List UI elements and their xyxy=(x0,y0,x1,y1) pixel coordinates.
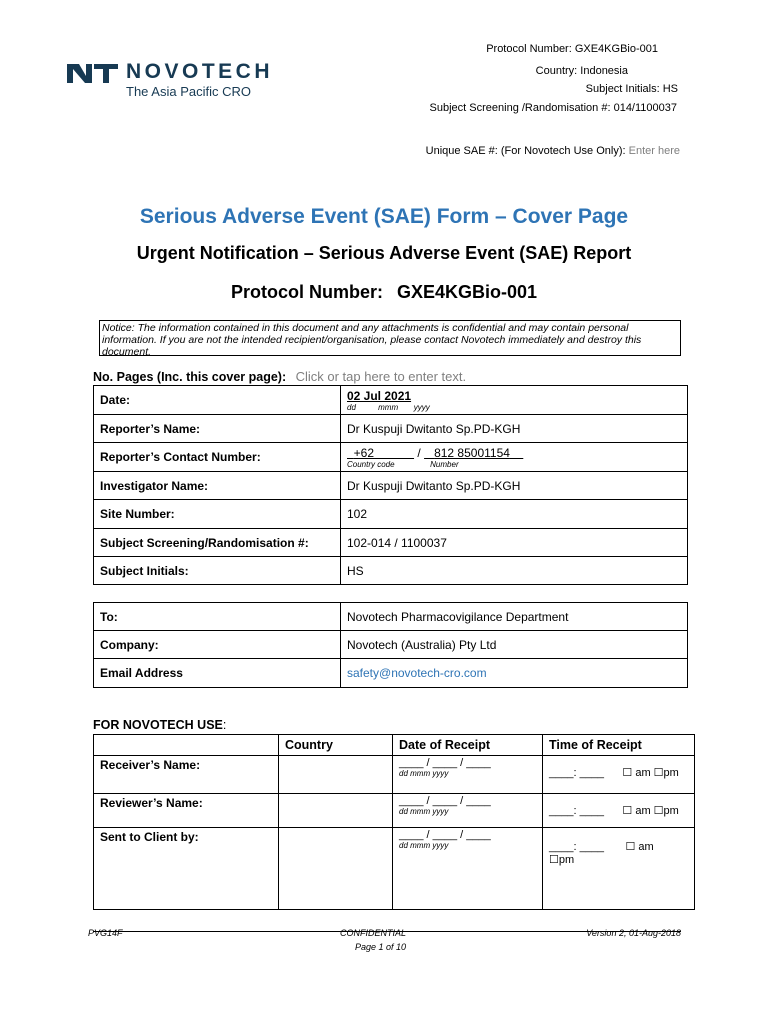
col-date: Date of Receipt xyxy=(393,735,543,756)
reviewer-label: Reviewer’s Name: xyxy=(94,794,279,828)
table-row xyxy=(94,500,688,529)
novotech-logo-mark-icon xyxy=(66,60,120,84)
unique-sae-line xyxy=(426,145,680,157)
pages-label: No. Pages (Inc. this cover page): xyxy=(93,370,287,384)
sent-time[interactable]: ____: ____ ☐ am ☐pm xyxy=(543,828,695,910)
pages-line xyxy=(93,369,466,384)
form-title: Serious Adverse Event (SAE) Form – Cover Page xyxy=(139,205,629,228)
table-row xyxy=(94,631,688,659)
investigator-label: Investigator Name: xyxy=(94,472,341,500)
company-value: Novotech (Australia) Pty Ltd xyxy=(341,631,688,659)
subject-initials-label: Subject Initials: xyxy=(94,557,341,585)
logo-wordmark: NOVOTECH xyxy=(126,60,274,83)
col-blank xyxy=(94,735,279,756)
to-value: Novotech Pharmacovigilance Department xyxy=(341,603,688,631)
table-header-row xyxy=(94,735,695,756)
recipient-table xyxy=(93,602,688,688)
table-row xyxy=(94,472,688,500)
col-time: Time of Receipt xyxy=(543,735,695,756)
reporter-table xyxy=(93,385,688,585)
table-row xyxy=(94,386,688,415)
sent-date[interactable]: ____ / ____ / ____ dd mmm yyyy xyxy=(393,828,543,910)
investigator-value[interactable]: Dr Kuspuji Dwitanto Sp.PD-KGH xyxy=(341,472,688,500)
header-screening: Subject Screening /Randomisation #: 014/1100037 xyxy=(429,102,677,114)
form-subtitle: Urgent Notification – Serious Adverse Event (SAE) Report xyxy=(136,243,632,263)
reviewer-time[interactable]: ____: ____ ☐ am ☐pm xyxy=(543,794,695,828)
site-number-label: Site Number: xyxy=(94,500,341,529)
receiver-date[interactable]: ____ / ____ / ____ dd mmm yyyy xyxy=(393,756,543,794)
reviewer-country[interactable] xyxy=(279,794,393,828)
screening-value[interactable]: 102-014 / 1100037 xyxy=(341,529,688,557)
contact-number-cell: +62 / 812 85001154 Country code Number xyxy=(341,443,688,472)
table-row xyxy=(94,659,688,688)
table-row xyxy=(94,415,688,443)
unique-sae-input[interactable]: Enter here xyxy=(628,145,680,157)
table-row xyxy=(94,529,688,557)
sent-country[interactable] xyxy=(279,828,393,910)
header-initials: Subject Initials: HS xyxy=(585,83,678,95)
footer-code: PVG14F xyxy=(88,928,123,938)
contact-number-label: Reporter’s Contact Number: xyxy=(94,443,341,472)
table-row xyxy=(94,603,688,631)
contact-sub-labels: Country code Number xyxy=(347,459,459,469)
receiver-country[interactable] xyxy=(279,756,393,794)
date-value[interactable]: 02 Jul 2021 xyxy=(347,388,412,403)
table-row xyxy=(94,794,695,828)
novotech-use-heading: FOR NOVOTECH USE: xyxy=(93,718,227,732)
col-country: Country xyxy=(279,735,393,756)
contact-country-code[interactable]: +62 xyxy=(353,445,375,460)
footer-version: Version 2, 01-Aug-2018 xyxy=(586,928,681,938)
protocol-heading-label: Protocol Number: xyxy=(230,282,383,302)
table-row xyxy=(94,828,695,910)
receiver-label: Receiver’s Name: xyxy=(94,756,279,794)
contact-number-value[interactable]: 812 85001154 xyxy=(434,445,510,460)
header-protocol: Protocol Number: GXE4KGBio-001 xyxy=(486,43,658,55)
protocol-heading-value: GXE4KGBio-001 xyxy=(396,282,538,302)
table-row xyxy=(94,443,688,472)
unique-sae-label: Unique SAE #: (For Novotech Use Only): xyxy=(425,145,626,157)
reporter-name-label: Reporter’s Name: xyxy=(94,415,341,443)
receiver-time[interactable]: ____: ____ ☐ am ☐pm xyxy=(543,756,695,794)
reporter-name-value[interactable]: Dr Kuspuji Dwitanto Sp.PD-KGH xyxy=(341,415,688,443)
date-cell xyxy=(341,386,688,415)
reviewer-date[interactable]: ____ / ____ / ____ dd mmm yyyy xyxy=(393,794,543,828)
site-number-value[interactable]: 102 xyxy=(341,500,688,529)
table-row xyxy=(94,756,695,794)
screening-label: Subject Screening/Randomisation #: xyxy=(94,529,341,557)
confidentiality-notice: Notice: The information contained in this document and any attachments is confidential and may contain personal information. If you are not the intended recipient/organisation, please contact Novotech immediately and destroy this document. xyxy=(99,320,681,356)
sent-to-client-label: Sent to Client by: xyxy=(94,828,279,910)
email-label: Email Address xyxy=(94,659,341,688)
novotech-use-table xyxy=(93,734,695,910)
footer-page: Page 1 of 10 xyxy=(355,942,407,952)
pages-input[interactable]: Click or tap here to enter text. xyxy=(295,369,467,384)
logo-tagline: The Asia Pacific CRO xyxy=(126,84,251,99)
date-sub-labels: dd mmm yyyy xyxy=(347,402,430,412)
subject-initials-value[interactable]: HS xyxy=(341,557,688,585)
email-link[interactable]: safety@novotech-cro.com xyxy=(347,666,487,680)
to-label: To: xyxy=(94,603,341,631)
email-cell xyxy=(341,659,688,688)
novotech-logo xyxy=(66,60,306,110)
protocol-heading xyxy=(0,282,768,303)
footer-confidential: CONFIDENTIAL xyxy=(340,928,407,938)
date-label: Date: xyxy=(94,386,341,415)
company-label: Company: xyxy=(94,631,341,659)
table-row xyxy=(94,557,688,585)
header-country: Country: Indonesia xyxy=(535,65,628,77)
